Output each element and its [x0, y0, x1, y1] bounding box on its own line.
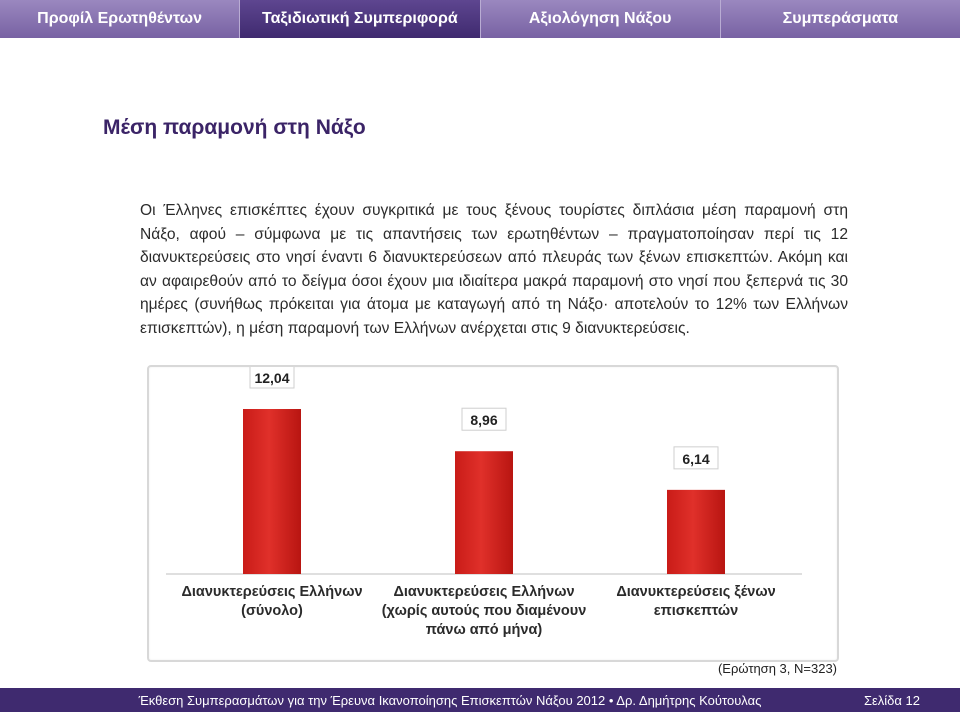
page-title: Μέση παραμονή στη Νάξο: [103, 116, 366, 139]
top-navigation: [0, 0, 960, 38]
category-label: επισκεπτών: [653, 603, 739, 619]
tab-respondent-profile[interactable]: Προφίλ Ερωτηθέντων: [0, 0, 240, 38]
category-label: (σύνολο): [241, 603, 303, 619]
bar-chart: [149, 367, 837, 660]
data-label: 8,96: [470, 412, 498, 429]
category-label: Διανυκτερεύσεις Ελλήνων: [393, 584, 575, 600]
page-number: Σελίδα 12: [863, 692, 920, 708]
category-label: Διανυκτερεύσεις Ελλήνων: [181, 584, 363, 600]
data-label: 6,14: [682, 450, 710, 467]
source-note: (Ερώτηση 3, Ν=323): [717, 661, 837, 676]
summary-paragraph: Οι Έλληνες επισκέπτες έχουν συγκριτικά με τους ξένους τουρίστες διπλάσια μέση παραμονή στη Νάξο, αφού – σύμφωνα με τις απαντήσεις των ερωτηθέντων – πραγματοποίησαν περί τις 12 διανυκτερεύσεις στο νησί έναντι 6 διανυκτερεύσεων από πλευράς των ξένων επισκεπτών. Ακόμη και αν αφαιρεθούν από το δείγμα όσοι έχουν μια ιδιαίτερα μακρά παραμονή στο νησί που ξεπερνά τις 30 ημέρες (συνήθως πρόκειται για άτομα με καταγωγή από τη Νάξο· αποτελούν το 12% των Ελλήνων επισκεπτών), η μέση παραμονή των Ελλήνων ανέρχεται στις 9 διανυκτερεύσεις.: [140, 202, 848, 337]
bar: [455, 451, 513, 574]
tab-naxos-evaluation[interactable]: Αξιολόγηση Νάξου: [481, 0, 721, 38]
category-label: Διανυκτερεύσεις ξένων: [616, 584, 776, 600]
tab-travel-behavior[interactable]: Ταξιδιωτική Συμπεριφορά: [240, 0, 480, 38]
bar: [667, 490, 725, 574]
data-label: 12,04: [254, 370, 290, 387]
tab-conclusions[interactable]: Συμπεράσματα: [721, 0, 960, 38]
stay-duration-chart: [147, 365, 839, 662]
footer-bar: [0, 688, 960, 712]
category-label: (χωρίς αυτούς που διαμένουν: [381, 603, 587, 619]
footer-report-title: Έκθεση Συμπερασμάτων για την Έρευνα Ικανοποίησης Επισκεπτών Νάξου 2012 • Δρ. Δημήτρης Κούτουλας: [138, 692, 762, 708]
category-label: πάνω από μήνα): [425, 622, 543, 638]
bar: [243, 409, 301, 574]
